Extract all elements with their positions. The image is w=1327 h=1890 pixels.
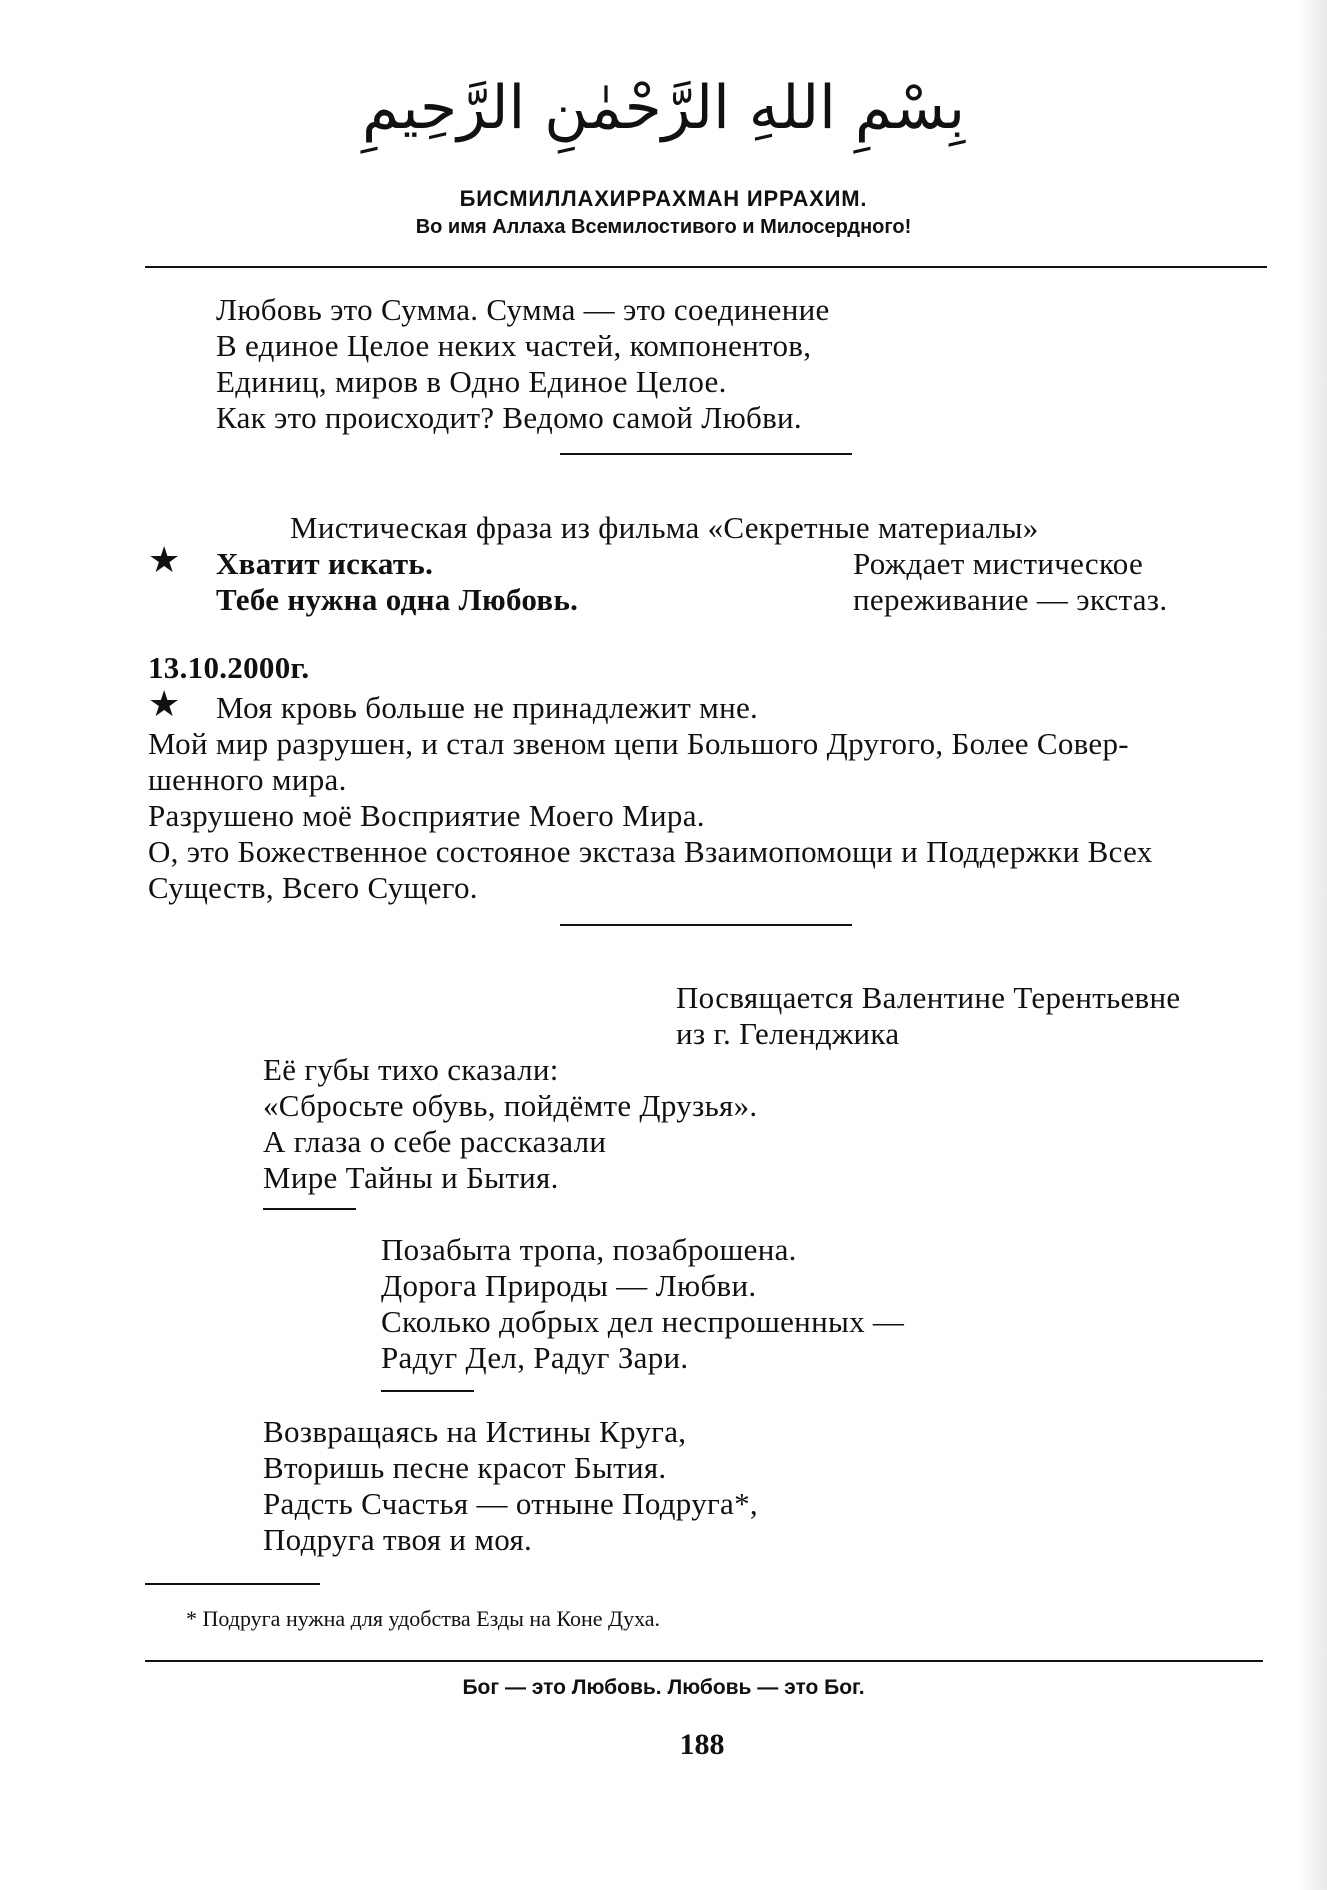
page-edge-shadow bbox=[1297, 0, 1327, 1890]
entry-line: Существ, Всего Сущего. bbox=[148, 870, 478, 905]
mystic-effect-line: переживание — экстаз. bbox=[853, 582, 1168, 617]
stanza-divider bbox=[263, 1208, 356, 1210]
entry-date: 13.10.2000г. bbox=[148, 650, 310, 685]
stanza-line: Позабыта тропа, позаброшена. bbox=[381, 1232, 797, 1267]
section-divider bbox=[560, 453, 852, 455]
footnote-rule bbox=[145, 1583, 320, 1585]
entry-line: О, это Божественное состояное экстаза Взаимопомощи и Поддержки Всех bbox=[148, 834, 1153, 869]
footer-rule bbox=[145, 1660, 1263, 1662]
star-icon: ★ bbox=[148, 684, 181, 724]
mystic-phrase-line: Хватит искать. bbox=[216, 546, 434, 581]
star-icon: ★ bbox=[148, 540, 181, 580]
stanza-line: А глаза о себе рассказали bbox=[263, 1124, 607, 1159]
entry-line: Моя кровь больше не принадлежит мне. bbox=[216, 690, 759, 725]
stanza-line: Вторишь песне красот Бытия. bbox=[263, 1450, 667, 1485]
poem1-line: Единиц, миров в Одно Единое Целое. bbox=[216, 364, 727, 399]
stanza-divider bbox=[381, 1390, 474, 1392]
header-subtitle: Во имя Аллаха Всемилостивого и Милосердного! bbox=[415, 216, 912, 238]
stanza-line: Её губы тихо сказали: bbox=[263, 1052, 559, 1087]
section-divider bbox=[560, 924, 852, 926]
arabic-calligraphy: بِسْمِ اللهِ الرَّحْمٰنِ الرَّحِيمِ bbox=[361, 73, 966, 143]
mystic-effect-line: Рождает мистическое bbox=[853, 546, 1144, 581]
header-rule bbox=[145, 266, 1267, 268]
stanza-line: Подруга твоя и моя. bbox=[263, 1522, 533, 1557]
stanza-line: «Сбросьте обувь, пойдёмте Друзья». bbox=[263, 1088, 758, 1123]
stanza-line: Возвращаясь на Истины Круга, bbox=[263, 1414, 687, 1449]
footnote: * Подруга нужна для удобства Езды на Коне Духа. bbox=[186, 1606, 661, 1631]
page-number: 188 bbox=[679, 1728, 725, 1761]
footer-motto: Бог — это Любовь. Любовь — это Бог. bbox=[462, 1676, 865, 1699]
header-title: БИСМИЛЛАХИРРАХМАН ИРРАХИМ. bbox=[459, 186, 868, 211]
entry-line: Разрушено моё Восприятие Моего Мира. bbox=[148, 798, 705, 833]
stanza-line: Мире Тайны и Бытия. bbox=[263, 1160, 559, 1195]
stanza-line: Радуг Дел, Радуг Зари. bbox=[381, 1340, 689, 1375]
mystic-phrase-line: Тебе нужна одна Любовь. bbox=[216, 582, 579, 617]
poem1-line: Как это происходит? Ведомо самой Любви. bbox=[216, 400, 802, 435]
mystic-heading: Мистическая фраза из фильма «Секретные материалы» bbox=[290, 510, 1039, 545]
dedication-line: из г. Геленджика bbox=[676, 1016, 900, 1051]
stanza-line: Дорога Природы — Любви. bbox=[381, 1268, 757, 1303]
entry-line: Мой мир разрушен, и стал звеном цепи Большого Другого, Более Совер- bbox=[148, 726, 1129, 761]
stanza-line: Радсть Счастья — отныне Подруга*, bbox=[263, 1486, 758, 1521]
dedication-line: Посвящается Валентине Терентьевне bbox=[676, 980, 1181, 1015]
poem1-line: В единое Целое неких частей, компонентов, bbox=[216, 328, 812, 363]
poem1-line: Любовь это Сумма. Сумма — это соединение bbox=[216, 292, 830, 327]
entry-line: шенного мира. bbox=[148, 762, 347, 797]
stanza-line: Сколько добрых дел неспрошенных — bbox=[381, 1304, 905, 1339]
